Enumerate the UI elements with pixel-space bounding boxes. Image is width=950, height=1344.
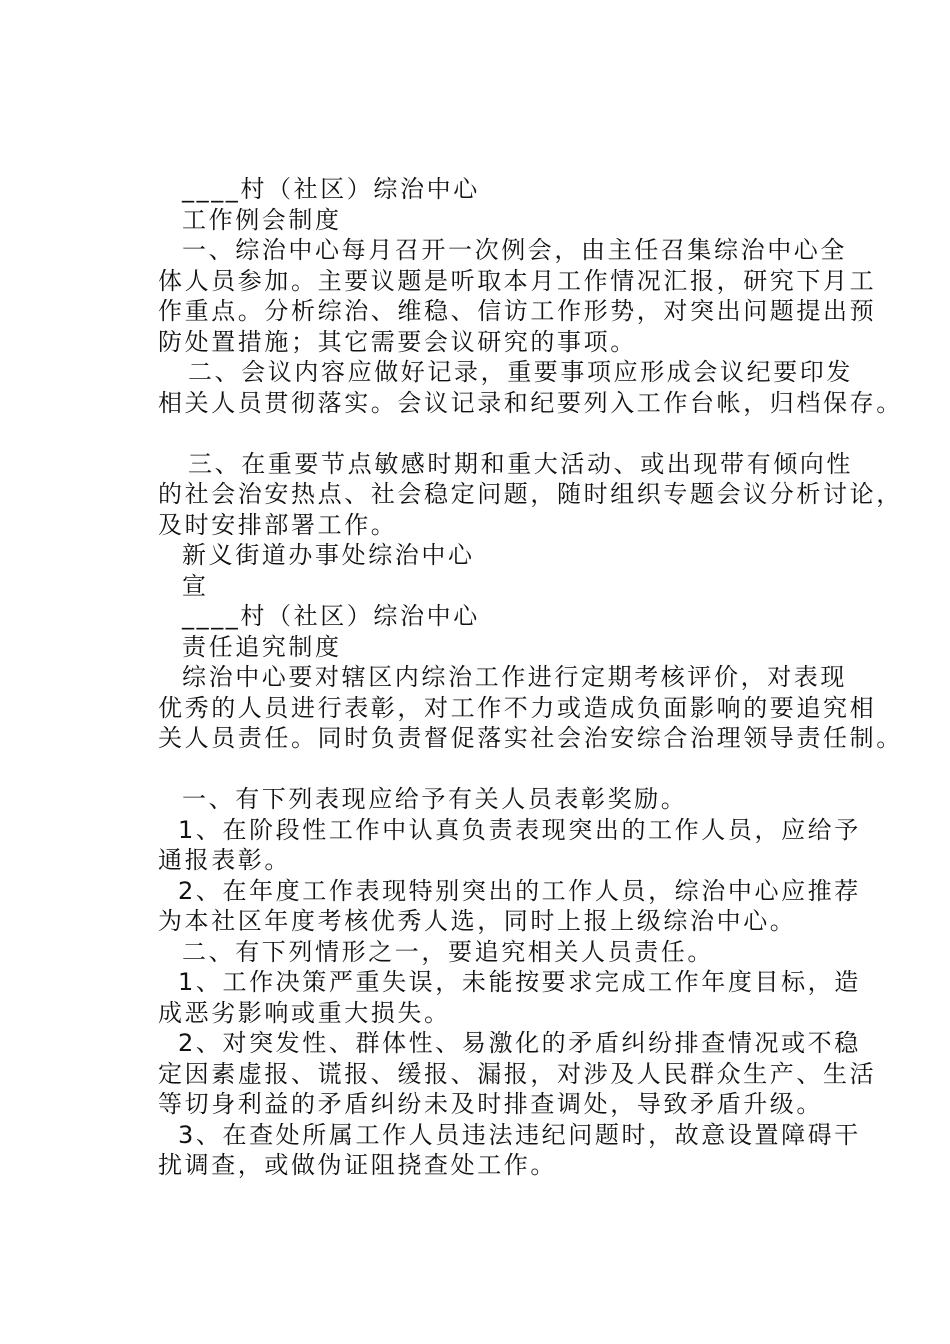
list-item-line: 2、对突发性、群体性、易激化的矛盾纠纷排查情况或不稳: [178, 1029, 861, 1057]
list-item-line: 通报表彰。: [158, 846, 291, 874]
village-center-title-1: ____村（社区）综治中心: [182, 175, 480, 203]
paragraph-gap: [158, 754, 838, 785]
list-item-line: 1、在阶段性工作中认真负责表现突出的工作人员，应给予: [178, 815, 861, 844]
issuer-stamp-text: 宣: [182, 571, 209, 600]
paragraph-line: 作重点。分析综治、维稳、信访工作形势，对突出问题提出预: [158, 297, 877, 325]
meeting-system-title: 工作例会制度: [182, 205, 342, 234]
section-heading: 二、有下列情形之一，要追究相关人员责任。: [182, 937, 714, 966]
list-item-line: 3、在查处所属工作人员违法违纪问题时，故意设置障碍干: [178, 1120, 861, 1149]
section-heading: 一、有下列表现应给予有关人员表彰奖励。: [182, 785, 688, 813]
accountability-system-title: 责任追究制度: [182, 632, 342, 661]
list-item-line: 等切身利益的矛盾纠纷未及时排查调处，导致矛盾升级。: [158, 1090, 823, 1118]
paragraph-line: 一、综治中心每月召开一次例会，由主任召集综治中心全: [182, 236, 847, 264]
list-item-line: 定因素虚报、谎报、缓报、漏报，对涉及人民群众生产、生活: [158, 1059, 877, 1088]
list-item-line: 2、在年度工作表现特别突出的工作人员，综治中心应推荐: [178, 876, 861, 905]
paragraph-line: 关人员责任。同时负责督促落实社会治安综合治理领导责任制。: [158, 724, 903, 752]
paragraph-line: 防处置措施；其它需要会议研究的事项。: [158, 327, 637, 356]
paragraph-line: 的社会治安热点、社会稳定问题，随时组织专题会议分析讨论，: [158, 480, 903, 508]
paragraph-line: 及时安排部署工作。: [158, 510, 398, 539]
list-item-line: 1、工作决策严重失误，未能按要求完成工作年度目标，造: [178, 968, 861, 996]
paragraph-line: 二、会议内容应做好记录，重要事项应形成会议纪要印发: [188, 358, 853, 386]
list-item-line: 为本社区年度考核优秀人选，同时上报上级综治中心。: [158, 907, 797, 935]
paragraph-line: 相关人员贯彻落实。会议记录和纪要列入工作台帐，归档保存。: [158, 388, 903, 417]
paragraph-gap: [158, 418, 838, 449]
paragraph-line: 优秀的人员进行表彰，对工作不力或造成负面影响的要追究相: [158, 693, 877, 722]
list-item-line: 扰调查，或做伪证阻挠查处工作。: [158, 1151, 557, 1179]
document-body: [158, 174, 903, 1181]
paragraph-line: 体人员参加。主要议题是听取本月工作情况汇报，研究下月工: [158, 266, 877, 295]
paragraph-line: 综治中心要对辖区内综治工作进行定期考核评价，对表现: [182, 663, 847, 691]
village-center-title-2: ____村（社区）综治中心: [182, 602, 480, 630]
list-item-line: 成恶劣影响或重大损失。: [158, 998, 451, 1027]
paragraph-line: 三、在重要节点敏感时期和重大活动、或出现带有倾向性: [188, 449, 853, 478]
issuer-name: 新义街道办事处综治中心: [182, 541, 475, 569]
